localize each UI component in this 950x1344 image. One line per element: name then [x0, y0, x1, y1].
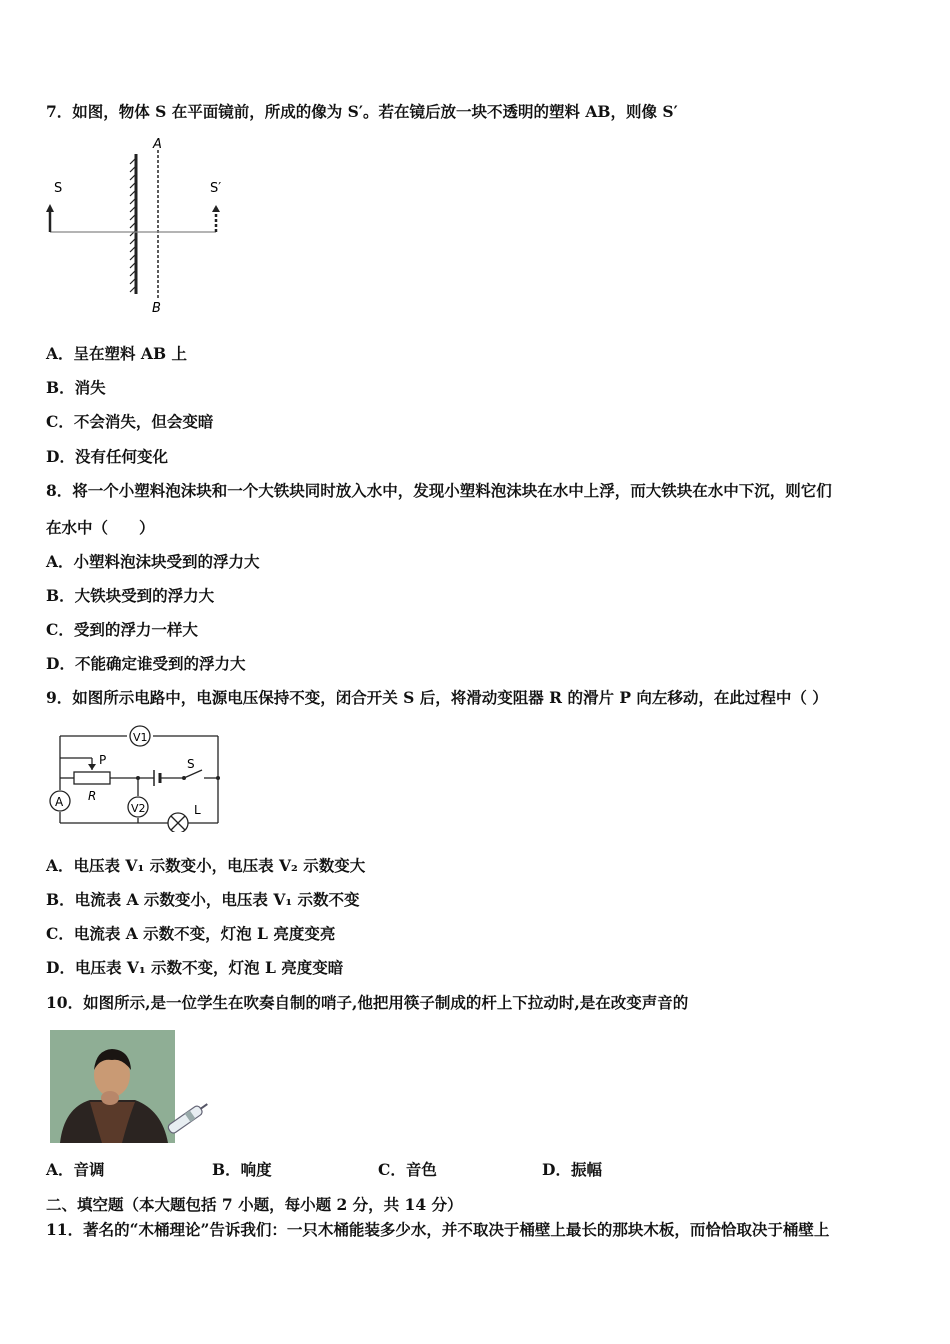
- q7-option-b: B．消失: [46, 378, 106, 397]
- q7-option-a: A．呈在塑料 AB 上: [46, 344, 187, 363]
- q10-options-row: [46, 1160, 906, 1182]
- q10-option-d: D．振幅: [542, 1160, 602, 1179]
- q10-student-photo: [50, 1030, 175, 1143]
- q8-option-c: C．受到的浮力一样大: [46, 620, 198, 639]
- q9-label-l: L: [194, 803, 201, 817]
- q7-option-c: C．不会消失，但会变暗: [46, 412, 214, 431]
- q9-label-v1: V1: [133, 731, 148, 744]
- q10-option-a: A．音调: [46, 1160, 105, 1179]
- whistle-icon: [160, 1098, 212, 1140]
- q7-label-b: B: [152, 301, 161, 316]
- q10-option-b: B．响度: [212, 1160, 272, 1179]
- q7-label-s: S: [54, 181, 63, 196]
- q8-option-a: A．小塑料泡沫块受到的浮力大: [46, 552, 260, 571]
- q10-option-c: C．音色: [378, 1160, 437, 1179]
- q9-option-c: C．电流表 A 示数不变，灯泡 L 亮度变亮: [46, 924, 336, 943]
- q9-label-r: R: [88, 789, 97, 803]
- q7-mirror-figure: [40, 132, 240, 317]
- q9-option-d: D．电压表 V₁ 示数不变，灯泡 L 亮度变暗: [46, 958, 344, 977]
- q9-circuit-figure: [44, 720, 234, 832]
- q9-option-a: A．电压表 V₁ 示数变小，电压表 V₂ 示数变大: [46, 856, 366, 875]
- q7-label-a: A: [153, 137, 162, 152]
- q7-option-d: D．没有任何变化: [46, 447, 168, 466]
- q8-option-b: B．大铁块受到的浮力大: [46, 586, 215, 605]
- q9-label-v2: V2: [131, 802, 146, 815]
- q8-option-d: D．不能确定谁受到的浮力大: [46, 654, 246, 673]
- q10-stem: 10．如图所示,是一位学生在吹奏自制的哨子,他把用筷子制成的杆上下拉动时,是在改变声音的: [46, 993, 689, 1012]
- q9-label-s: S: [187, 757, 195, 771]
- q9-stem: 9．如图所示电路中，电源电压保持不变，闭合开关 S 后，将滑动变阻器 R 的滑片 P 向左移动，在此过程中（ ）: [46, 688, 828, 707]
- section2-heading: 二、填空题（本大题包括 7 小题，每小题 2 分，共 14 分）: [46, 1195, 463, 1214]
- q8-stem-line1: 8．将一个小塑料泡沫块和一个大铁块同时放入水中，发现小塑料泡沫块在水中上浮，而大铁块在水中下沉，则它们: [46, 481, 832, 500]
- q8-stem-line2: 在水中（ ）: [46, 518, 155, 537]
- q7-stem: 7．如图，物体 S 在平面镜前，所成的像为 S′。若在镜后放一块不透明的塑料 AB，则像 S′: [46, 102, 678, 121]
- q9-label-ammeter: A: [55, 795, 64, 809]
- q11-stem: 11．著名的“木桶理论”告诉我们：一只木桶能装多少水，并不取决于桶壁上最长的那块木板，而恰恰取决于桶壁上: [46, 1220, 830, 1239]
- q9-label-p: P: [99, 753, 107, 767]
- q7-label-s-prime: S′: [210, 181, 222, 196]
- q9-option-b: B．电流表 A 示数变小，电压表 V₁ 示数不变: [46, 890, 360, 909]
